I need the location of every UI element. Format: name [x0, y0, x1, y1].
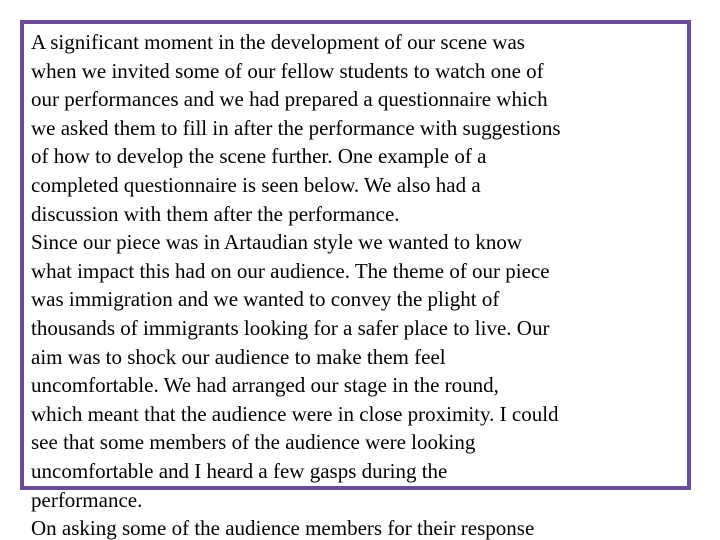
text-line: On asking some of the audience members for their response — [31, 516, 535, 540]
text-line: when we invited some of our fellow students to watch one of — [31, 58, 544, 83]
text-line: A significant moment in the development of our scene was — [31, 30, 525, 54]
text-line: uncomfortable and I heard a few gasps during the — [31, 458, 448, 483]
text-line: completed questionnaire is seen below. We also had a — [31, 172, 481, 197]
text-line: thousands of immigrants looking for a safer place to live. Our — [31, 315, 550, 340]
text-line: Since our piece was in Artaudian style we wanted to know — [31, 230, 523, 255]
text-line: see that some members of the audience were looking — [31, 430, 476, 455]
text-line: of how to develop the scene further. One example of a — [31, 144, 487, 169]
text-line: discussion with them after the performance. — [31, 201, 400, 226]
text-line: performance. — [31, 487, 143, 512]
text-line: which meant that the audience were in close proximity. I could — [31, 401, 559, 426]
text-line: aim was to shock our audience to make them feel — [31, 344, 446, 369]
text-line: our performances and we had prepared a questionnaire which — [31, 87, 548, 112]
text-line: uncomfortable. We had arranged our stage in the round, — [31, 373, 499, 398]
body-text — [31, 28, 691, 540]
text-line: what impact this had on our audience. The theme of our piece — [31, 258, 550, 283]
text-line: was immigration and we wanted to convey the plight of — [31, 287, 500, 312]
text-line: we asked them to fill in after the performance with suggestions — [31, 115, 561, 140]
